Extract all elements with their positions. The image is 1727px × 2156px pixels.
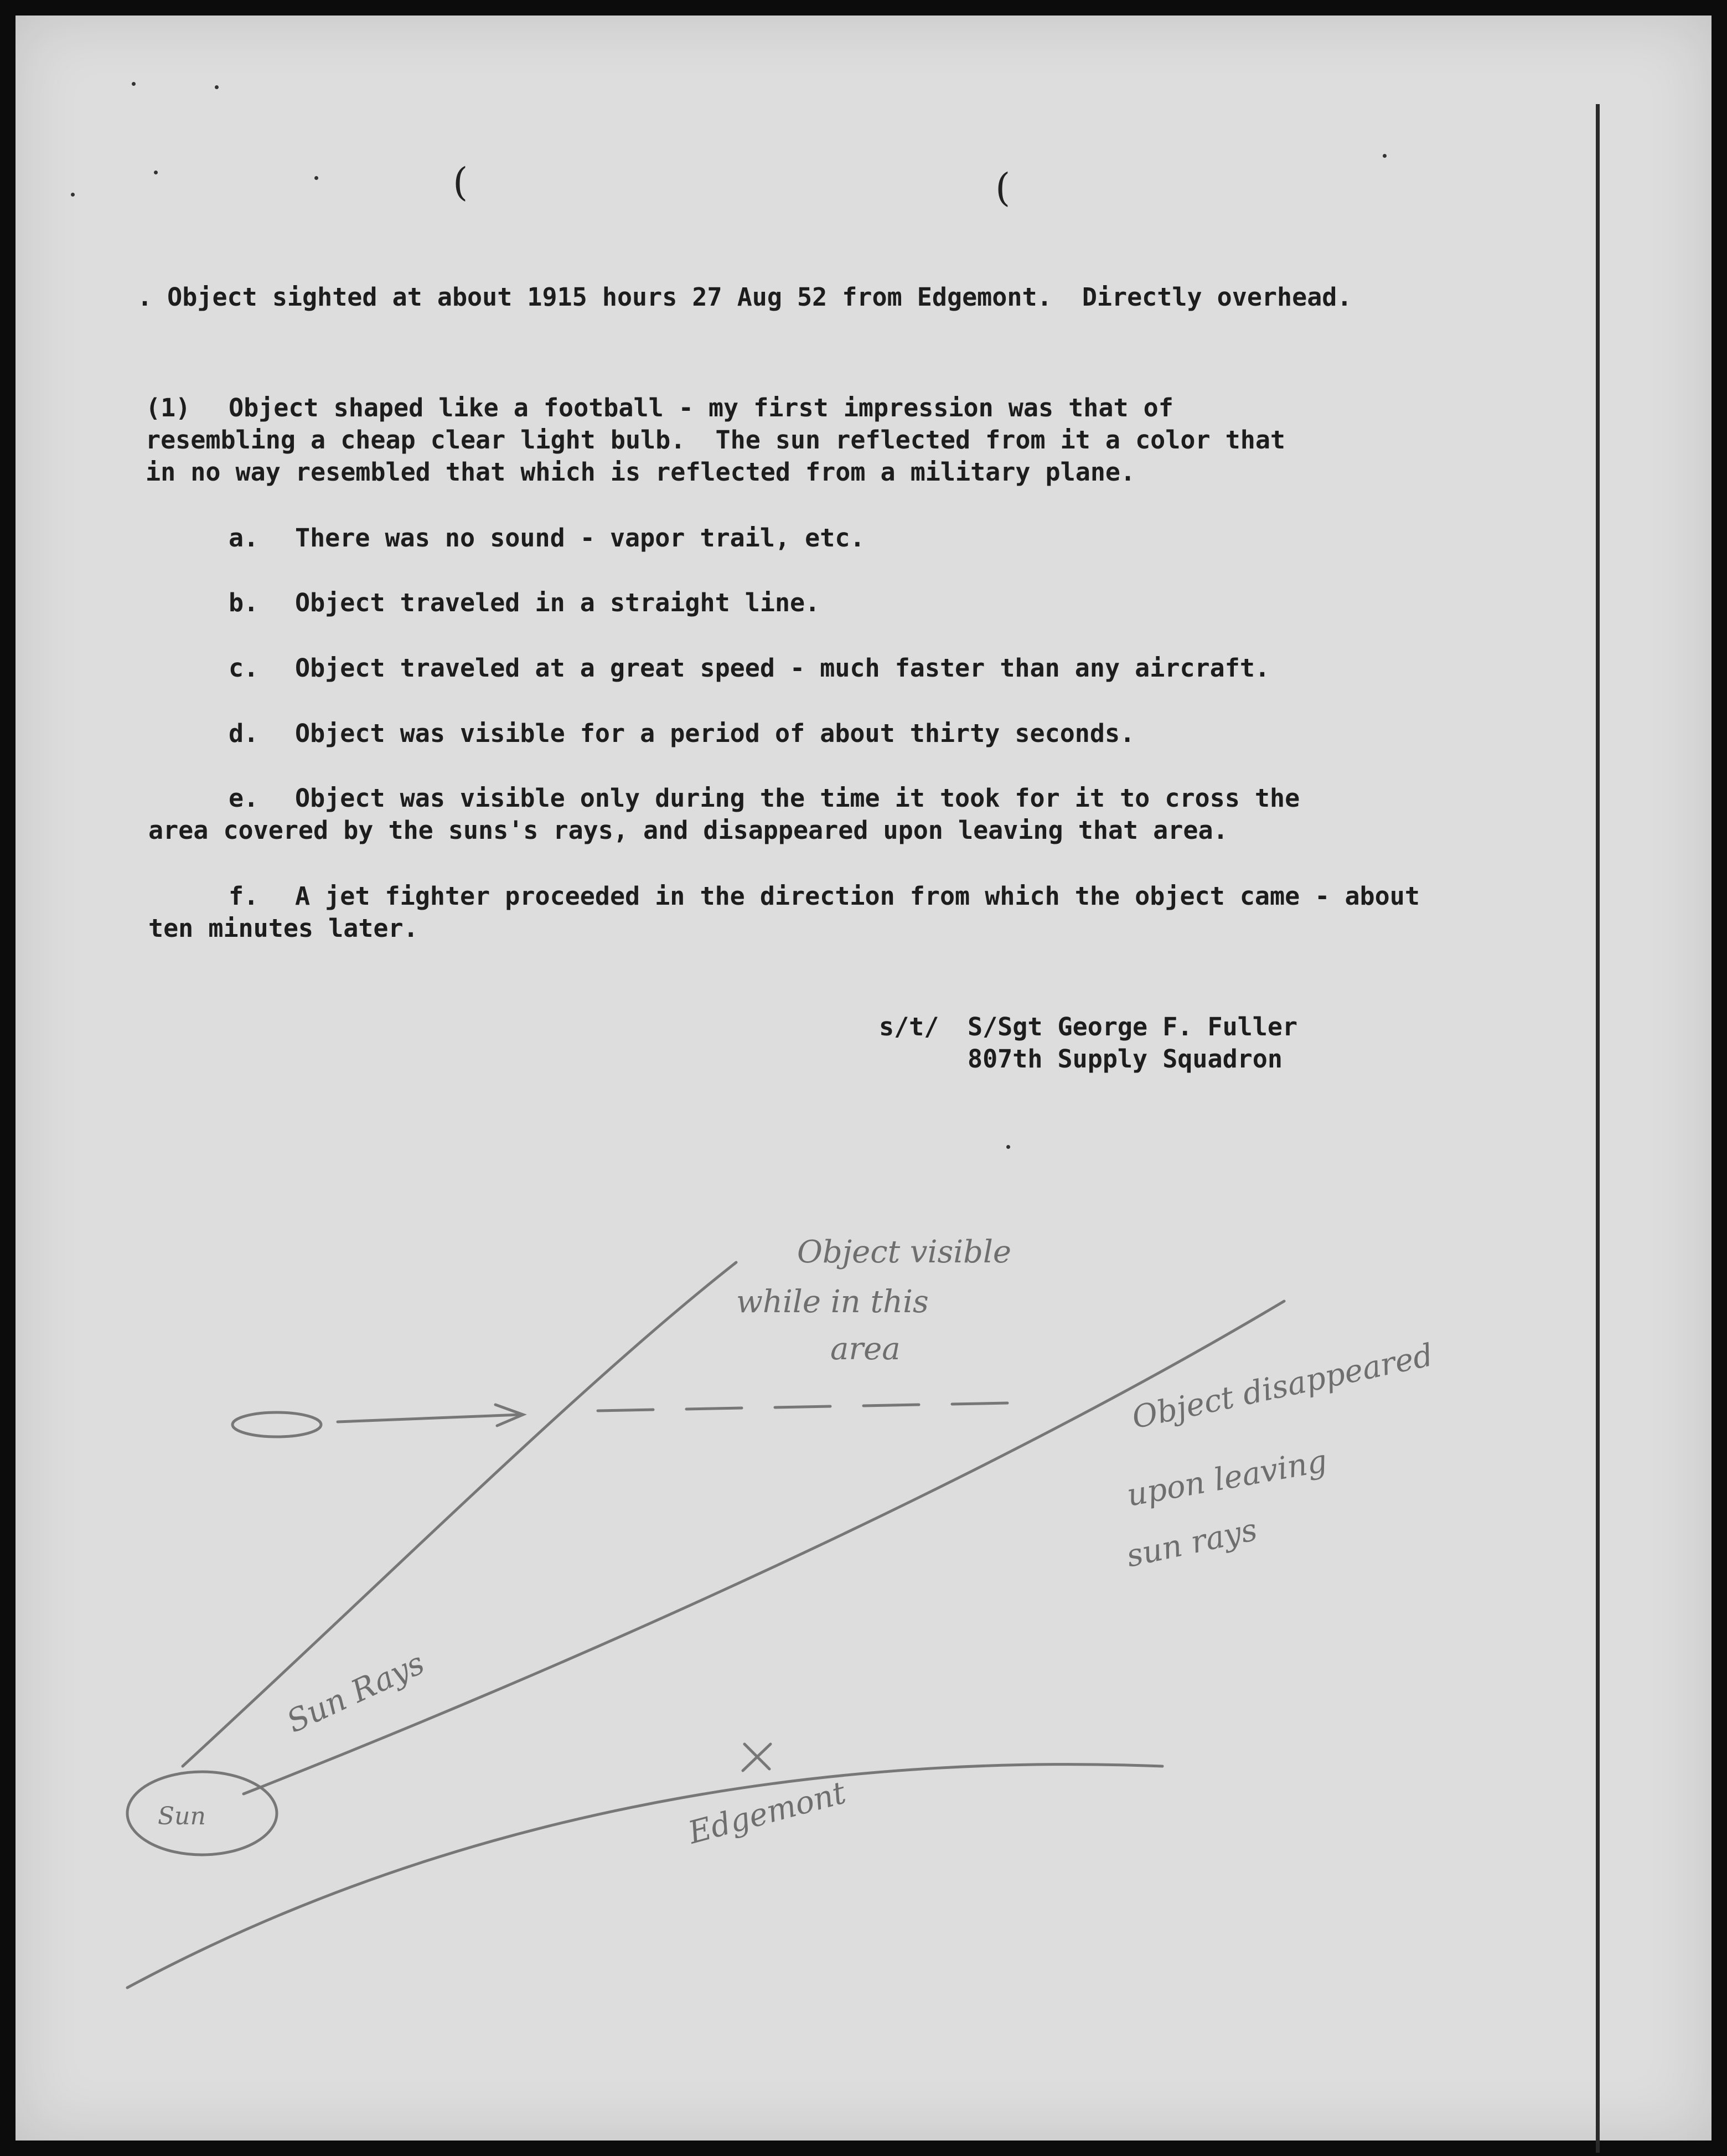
note-object-disappeared: Object disappeared [1129,1337,1436,1436]
item-b-label: b. [229,588,259,617]
edgemont-mark [743,1744,771,1771]
intro-line: . Object sighted at about 1915 hours 27 Aug 52 from Edgemont. Directly overhead. [137,282,1352,312]
sun-ray-upper-line [183,1262,736,1766]
signature-unit: 807th Supply Squadron [968,1044,1283,1074]
item-a-text: There was no sound - vapor trail, etc. [295,523,865,553]
item-f-text: A jet fighter proceeded in the direction from which the object came - about [295,881,1420,911]
item-e-text: Object was visible only during the time it took for it to cross the [295,783,1300,813]
signature-prefix: s/t/ [879,1012,939,1041]
signature-name: S/Sgt George F. Fuller [968,1012,1298,1041]
paragraph-1-label: (1) [146,393,191,422]
horizon-line [127,1765,1162,1988]
item-d-text: Object was visible for a period of about thirty seconds. [295,719,1135,748]
object-path-dashed [598,1403,1007,1411]
object-shape [232,1412,321,1437]
item-e-label: e. [229,783,259,813]
item-f-label: f. [229,881,259,911]
item-e-text: area covered by the suns's rays, and disappeared upon leaving that area. [148,816,1228,845]
item-b-text: Object traveled in a straight line. [295,588,820,617]
label-sun: Sun [158,1802,206,1830]
note-object-visible: while in this [736,1284,929,1320]
item-c-text: Object traveled at a great speed - much faster than any aircraft. [295,653,1270,683]
paragraph-1-line: resembling a cheap clear light bulb. The sun reflected from it a color that [146,425,1286,455]
object-path-arrow [338,1415,520,1422]
note-object-disappeared: upon leaving [1124,1443,1330,1514]
item-c-label: c. [229,653,259,683]
label-sun-rays: Sun Rays [281,1645,430,1740]
paragraph-1-line: in no way resembled that which is reflected from a military plane. [146,457,1136,487]
note-object-visible: Object visible [797,1234,1012,1270]
item-d-label: d. [229,719,259,748]
item-a-label: a. [229,523,259,553]
paragraph-1-line: Object shaped like a football - my first impression was that of [229,393,1173,422]
item-f-text: ten minutes later. [148,914,418,943]
parenthesis-mark: ( [995,165,1011,210]
label-edgemont: Edgemont [684,1775,850,1851]
parenthesis-mark: ( [453,159,468,205]
note-object-disappeared: sun rays [1123,1512,1260,1575]
note-object-visible: area [830,1331,901,1367]
